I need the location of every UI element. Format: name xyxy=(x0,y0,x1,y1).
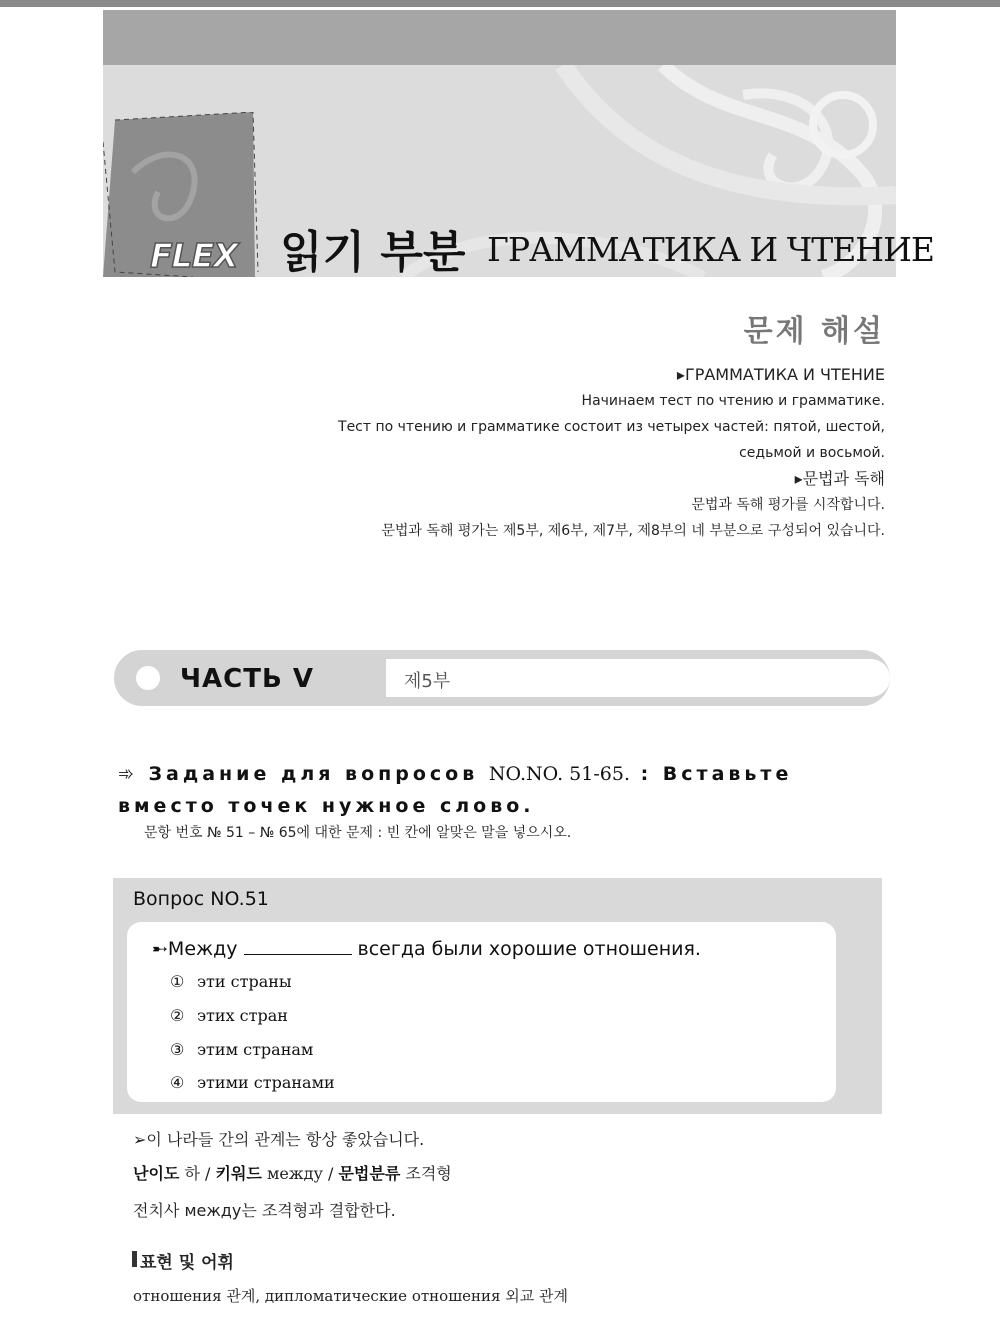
intro-line: Начинаем тест по чтению и грамматике. xyxy=(581,393,885,409)
top-rule xyxy=(0,0,1000,7)
answer-explanation: 전치사 между는 조격형과 결합한다. xyxy=(133,1201,396,1220)
vocab-heading: 표현 및 어휘 xyxy=(140,1248,234,1273)
task-instruction-korean: 문항 번호 № 51 – № 65에 대한 문제 : 빈 칸에 알맞은 말을 넣으시오. xyxy=(144,825,572,841)
double-arrow-icon: ➾ xyxy=(118,763,138,785)
option-1[interactable] xyxy=(170,972,292,991)
difficulty-label: 난이도 xyxy=(133,1164,180,1183)
intro-text xyxy=(265,362,885,544)
keyword-label: 키워드 xyxy=(215,1164,262,1183)
option-text: этим странам xyxy=(197,1040,314,1059)
option-text: эти страны xyxy=(197,972,292,991)
question-sentence xyxy=(152,938,701,960)
bullet-circle-icon xyxy=(136,666,160,690)
option-number: ② xyxy=(170,1006,185,1025)
intro-line: седьмой и восьмой. xyxy=(739,445,885,461)
part-title: ЧАСТЬ V xyxy=(180,664,314,694)
option-4[interactable] xyxy=(170,1073,335,1092)
separator: / xyxy=(205,1164,211,1183)
category-label: 문법분류 xyxy=(338,1164,401,1183)
task-instruction xyxy=(118,758,898,822)
option-text: этих стран xyxy=(197,1006,288,1025)
arrow-icon: ➸ xyxy=(152,938,168,960)
option-number: ① xyxy=(170,972,185,991)
task-text: Задание для вопросов xyxy=(148,763,489,785)
category-value: 조격형 xyxy=(405,1164,452,1183)
part-subtitle: 제5부 xyxy=(404,671,451,692)
option-text: этими странами xyxy=(197,1073,335,1092)
part-subtitle-box xyxy=(386,659,890,697)
separator: / xyxy=(327,1164,334,1183)
option-3[interactable] xyxy=(170,1040,313,1059)
intro-line: ▸ГРАММАТИКА И ЧТЕНИЕ xyxy=(676,365,885,384)
question-after: всегда были хорошие отношения. xyxy=(357,938,701,960)
intro-line: 문법과 독해 평가는 제5부, 제6부, 제7부, 제8부의 네 부분으로 구성되어 있습니다. xyxy=(381,523,885,539)
header-band xyxy=(103,10,896,65)
difficulty-value: 하 xyxy=(184,1164,200,1183)
task-numbers: NO.NO. 51-65. xyxy=(488,763,630,785)
page-title-russian: ГРАММАТИКА И ЧТЕНИЕ xyxy=(487,230,934,269)
intro-line: Тест по чтению и грамматике состоит из четырех частей: пятой, шестой, xyxy=(338,419,885,435)
intro-line: ▸문법과 독해 xyxy=(794,469,885,488)
task-text-end: : Вставьте вместо точек нужное слово. xyxy=(118,763,793,817)
question-before: Между xyxy=(167,938,238,960)
answer-translation: ➢이 나라들 간의 관계는 항상 좋았습니다. xyxy=(133,1130,425,1149)
intro-heading: 문제 해설 xyxy=(743,314,885,349)
vocab-text: отношения 관계, дипломатические отношения 외교 관계 xyxy=(133,1287,568,1305)
option-number: ④ xyxy=(170,1073,185,1092)
page-title-korean: 읽기 부분 xyxy=(280,227,466,278)
question-label: Вопрос NO.51 xyxy=(133,888,269,910)
option-2[interactable] xyxy=(170,1006,288,1025)
option-number: ③ xyxy=(170,1040,185,1059)
keyword-value: между xyxy=(266,1164,323,1183)
answer-blank xyxy=(244,940,352,955)
answer-meta xyxy=(133,1161,452,1184)
intro-line: 문법과 독해 평가를 시작합니다. xyxy=(691,497,885,513)
flex-logo: FLEX xyxy=(150,236,238,275)
